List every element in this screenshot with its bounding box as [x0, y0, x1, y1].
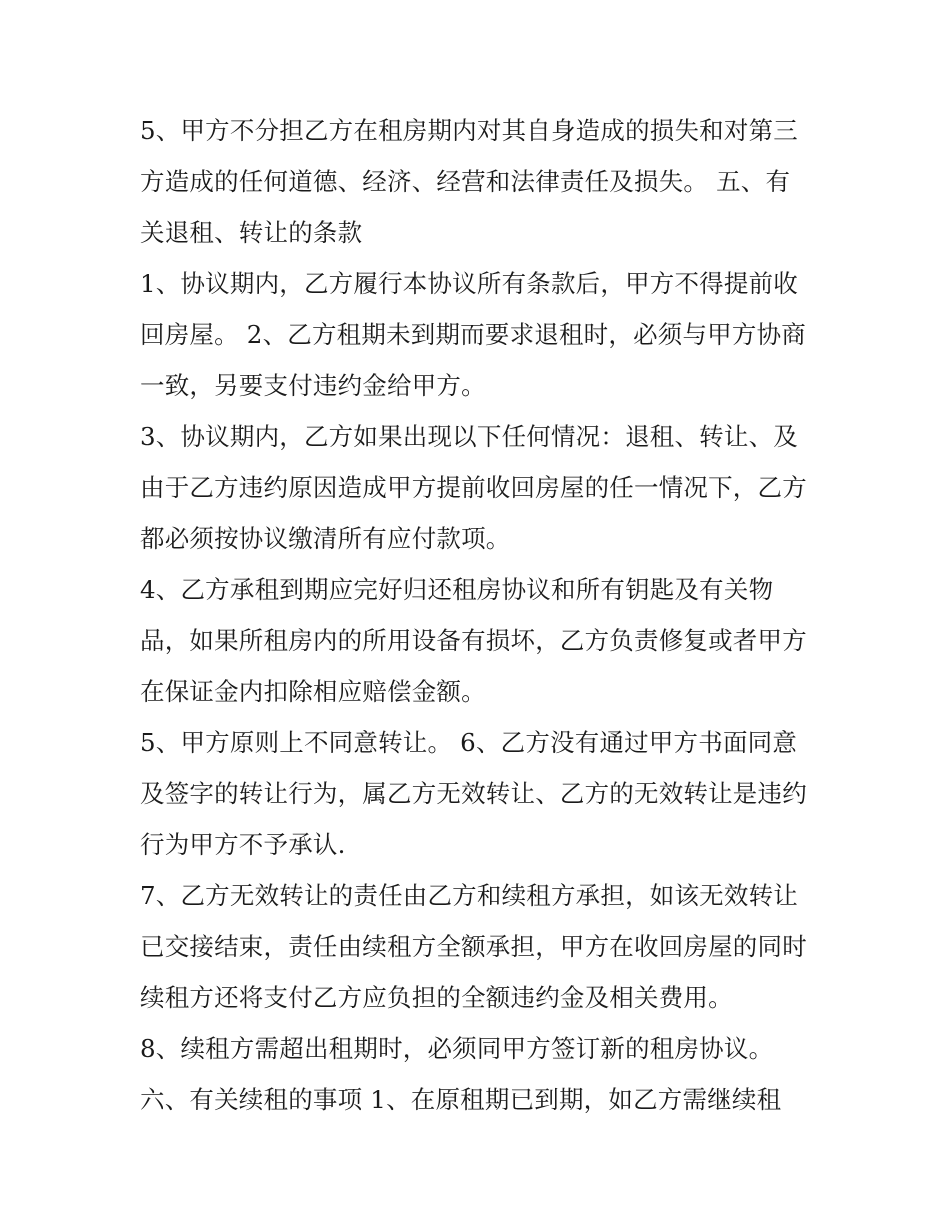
text-line: 六、有关续租的事项 1、在原租期已到期，如乙方需继续租 — [140, 1085, 782, 1114]
text-line: 7、乙方无效转让的责任由乙方和续租方承担，如该无效转让 — [140, 881, 798, 910]
text-line: 品，如果所租房内的所用设备有损坏，乙方负责修复或者甲方 — [140, 626, 807, 655]
text-line: 5、甲方原则上不同意转让。 6、乙方没有通过甲方书面同意 — [140, 728, 798, 757]
text-line: 都必须按协议缴清所有应付款项。 — [140, 524, 511, 553]
text-line: 已交接结束，责任由续租方全额承担，甲方在收回房屋的同时 — [140, 932, 807, 961]
text-line: 3、协议期内，乙方如果出现以下任何情况：退租、转让、及 — [140, 422, 798, 451]
text-line: 4、乙方承租到期应完好归还租房协议和所有钥匙及有关物 — [140, 575, 774, 604]
document-body — [140, 105, 820, 1125]
text-line: 及签字的转让行为，属乙方无效转让、乙方的无效转让是违约 — [140, 779, 807, 808]
text-line: 一致，另要支付违约金给甲方。 — [140, 371, 486, 400]
text-line: 5、甲方不分担乙方在租房期内对其自身造成的损失和对第三 — [140, 116, 798, 145]
text-line: 1、协议期内，乙方履行本协议所有条款后，甲方不得提前收 — [140, 269, 798, 298]
text-line: 方造成的任何道德、经济、经营和法律责任及损失。 五、有 — [140, 167, 791, 196]
text-line: 关退租、转让的条款 — [140, 218, 363, 247]
text-line: 回房屋。 2、乙方租期未到期而要求退租时，必须与甲方协商 — [140, 320, 806, 349]
text-line: 8、续租方需超出租期时，必须同甲方签订新的租房协议。 — [140, 1034, 774, 1063]
text-line: 行为甲方不予承认. — [140, 830, 346, 859]
text-line: 在保证金内扣除相应赔偿金额。 — [140, 677, 486, 706]
text-line: 续租方还将支付乙方应负担的全额违约金及相关费用。 — [140, 983, 733, 1012]
text-line: 由于乙方违约原因造成甲方提前收回房屋的任一情况下，乙方 — [140, 473, 807, 502]
